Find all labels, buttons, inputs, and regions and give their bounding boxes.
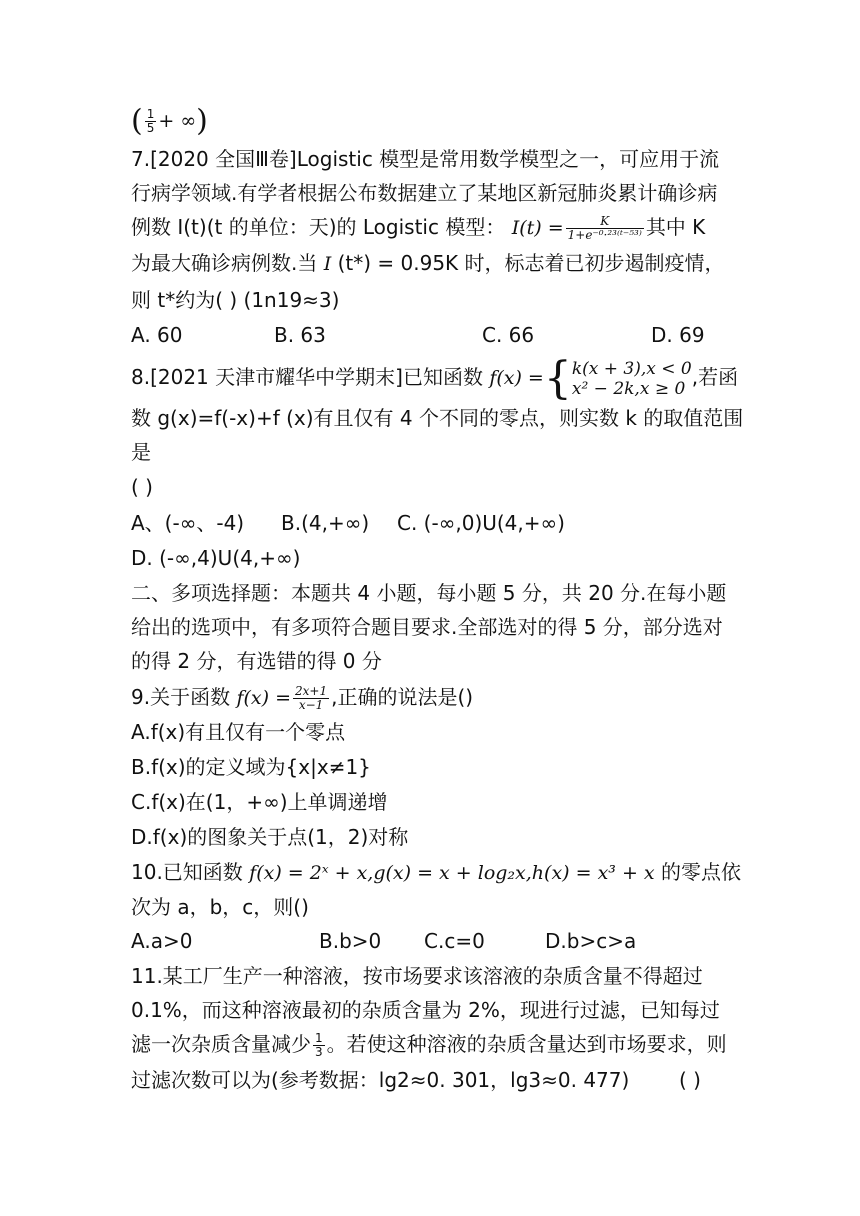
q7-option-d: D. 69	[651, 323, 705, 347]
q7-option-a: A. 60	[131, 323, 183, 347]
q9-function: f(x) =	[236, 687, 291, 709]
q10-option-b: B.b>0	[319, 929, 382, 953]
q7-line-4: 为最大确诊病例数.当 I (t*) = 0.95K 时，标志着已初步遏制疫情，	[131, 251, 725, 275]
q7-option-c: C. 66	[482, 323, 535, 347]
q8-answer-paren: ( )	[131, 475, 153, 499]
q10-option-a: A.a>0	[131, 929, 193, 953]
q7-option-b: B. 63	[274, 323, 326, 347]
q9-option-b: B.f(x)的定义域为{x|x≠1}	[131, 755, 371, 779]
interval-fraction: $\frac{1}{5}$	[146, 107, 155, 135]
q7-line-3: 例数 I(t)(t 的单位：天)的 Logistic 模型： I(t) = $\frac{K}{\text{1+e⁻⁰·²³⁽ᵗ⁻⁵³⁾}}$ 其中 K	[131, 214, 706, 242]
q11-line-1: 11.某工厂生产一种溶液，按市场要求该溶液的杂质含量不得超过	[131, 964, 703, 988]
q9-fraction: $\frac{2x+1}{x-1}$	[295, 684, 328, 712]
q7-formula-lhs: I(t) =	[511, 217, 564, 239]
q9-stem: 9.关于函数 f(x) = $\frac{2x+1}{x-1}$ ,正确的说法是()	[131, 684, 474, 712]
section2-line-2: 给出的选项中，有多项符合题目要求.全部选对的得 5 分，部分选对	[131, 615, 723, 639]
q9-option-a: A.f(x)有且仅有一个零点	[131, 720, 346, 744]
section2-line-1: 二、多项选择题：本题共 4 小题，每小题 5 分，共 20 分.在每小题	[131, 581, 727, 605]
q8-option-a: A、(-∞、-4)	[131, 511, 245, 535]
q10-stem: 10.已知函数 f(x) = 2ˣ + x,g(x) = x + log₂x,h(x) = x³ + x 的零点依	[131, 860, 741, 884]
q7-line-1: 7.[2020 全国Ⅲ卷]Logistic 模型是常用数学模型之一，可应用于流	[131, 147, 720, 171]
q11-line-2: 0.1%，而这种溶液最初的杂质含量为 2%，现进行过滤，已知每过	[131, 998, 720, 1022]
q9-option-c: C.f(x)在(1，+∞)上单调递增	[131, 790, 388, 814]
q8-line-2: 数 g(x)=f(-x)+f (x)有且仅有 4 个不同的零点，则实数 k 的取值范围	[131, 406, 744, 430]
q8-cases: k(x + 3),x < 0 x² − 2k,x ≥ 0	[571, 358, 692, 399]
q8-option-d: D. (-∞,4)U(4,+∞)	[131, 546, 301, 570]
q8-brace: {	[543, 352, 572, 404]
q8-option-c: C. (-∞,0)U(4,+∞)	[397, 511, 565, 535]
q8-line-1: 8.[2021 天津市耀华中学期末]已知函数 f(x) ={ k(x + 3),x < 0 x² − 2k,x ≥ 0 ,若函	[131, 352, 739, 404]
q11-line-3: 滤一次杂质含量减少 $\frac{1}{3}$ 。若使这种溶液的杂质含量达到市场要求，则	[131, 1031, 727, 1059]
interval-rest: + ∞	[158, 110, 197, 132]
q7-line-5: 则 t*约为( ) (1n19≈3)	[131, 288, 340, 312]
q11-answer-paren: ( )	[679, 1068, 701, 1092]
q10-option-c: C.c=0	[424, 929, 485, 953]
q7-line-2: 行病学领域.有学者根据公布数据建立了某地区新冠肺炎累计确诊病	[131, 181, 718, 205]
q8-function: f(x) =	[489, 367, 544, 389]
q7-formula-fraction: $\frac{K}{\text{1+e⁻⁰·²³⁽ᵗ⁻⁵³⁾}}$	[567, 214, 642, 242]
q8-option-b: B.(4,+∞)	[281, 511, 370, 535]
q10-line-2: 次为 a，b，c，则()	[131, 895, 309, 919]
q10-option-d: D.b>c>a	[545, 929, 637, 953]
q10-formula: f(x) = 2ˣ + x,g(x) = x + log₂x,h(x) = x³ + x	[249, 862, 655, 884]
top-interval: ( $\frac{1}{5}$ + ∞)	[131, 103, 208, 139]
q8-line-3: 是	[131, 440, 151, 464]
q11-fraction: $\frac{1}{3}$	[315, 1031, 323, 1059]
section2-line-3: 的得 2 分，有选错的得 0 分	[131, 649, 382, 673]
q11-line-4: 过滤次数可以为(参考数据：lg2≈0. 301，lg3≈0. 477) ( )	[131, 1065, 721, 1095]
q9-option-d: D.f(x)的图象关于点(1，2)对称	[131, 825, 409, 849]
